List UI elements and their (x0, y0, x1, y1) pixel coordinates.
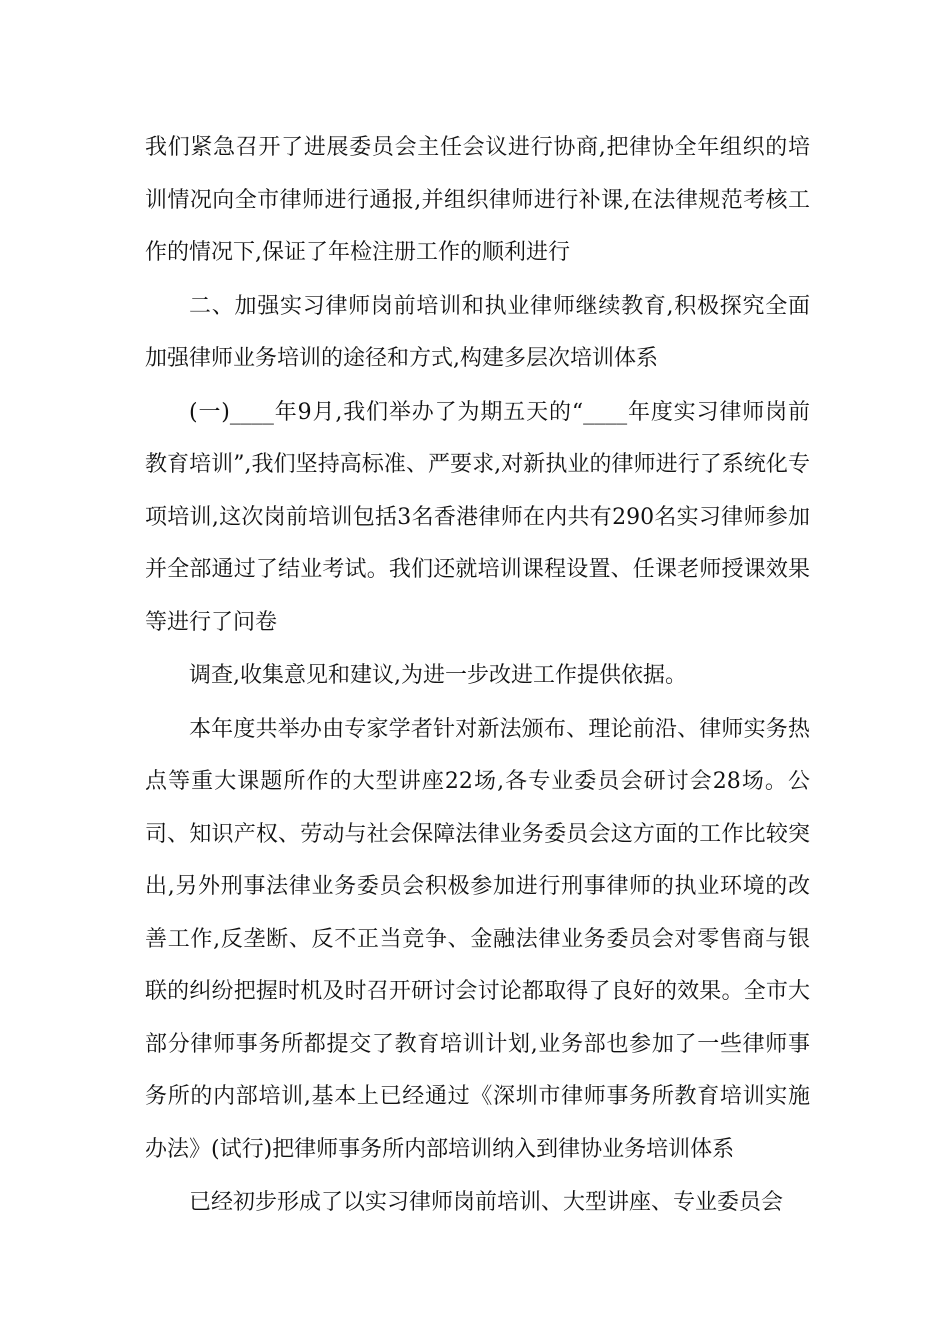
paragraph-3: (一)____年9月,我们举办了为期五天的“____年度实习律师岗前教育培训”,我们坚持高标准、严要求,对新执业的律师进行了系统化专项培训,这次岗前培训包括3名香港律师在内共有290名实习律师参加并全部通过了结业考试。我们还就培训课程设置、任课老师授课效果等进行了问卷 (145, 399, 810, 635)
paragraph-2: 二、加强实习律师岗前培训和执业律师继续教育,积极探究全面加强律师业务培训的途径和方式,构建多层次培训体系 (145, 293, 810, 371)
document-body (145, 122, 810, 1230)
paragraph-5: 本年度共举办由专家学者针对新法颁布、理论前沿、律师实务热点等重大课题所作的大型讲座22场,各专业委员会研讨会28场。公司、知识产权、劳动与社会保障法律业务委员会这方面的工作比较突出,另外刑事法律业务委员会积极参加进行刑事律师的执业环境的改善工作,反垄断、反不正当竞争、金融法律业务委员会对零售商与银联的纠纷把握时机及时召开研讨会讨论都取得了良好的效果。全市大部分律师事务所都提交了教育培训计划,业务部也参加了一些律师事务所的内部培训,基本上已经通过《深圳市律师事务所教育培训实施办法》(试行)把律师事务所内部培训纳入到律协业务培训体系 (145, 716, 810, 1162)
paragraph-4: 调查,收集意见和建议,为进一步改进工作提供依据。 (189, 663, 687, 688)
paragraph-6: 已经初步形成了以实习律师岗前培训、大型讲座、专业委员会 (189, 1190, 784, 1215)
paragraph-1: 我们紧急召开了进展委员会主任会议进行协商,把律协全年组织的培训情况向全市律师进行通报,并组织律师进行补课,在法律规范考核工作的情况下,保证了年检注册工作的顺利进行 (145, 135, 810, 265)
